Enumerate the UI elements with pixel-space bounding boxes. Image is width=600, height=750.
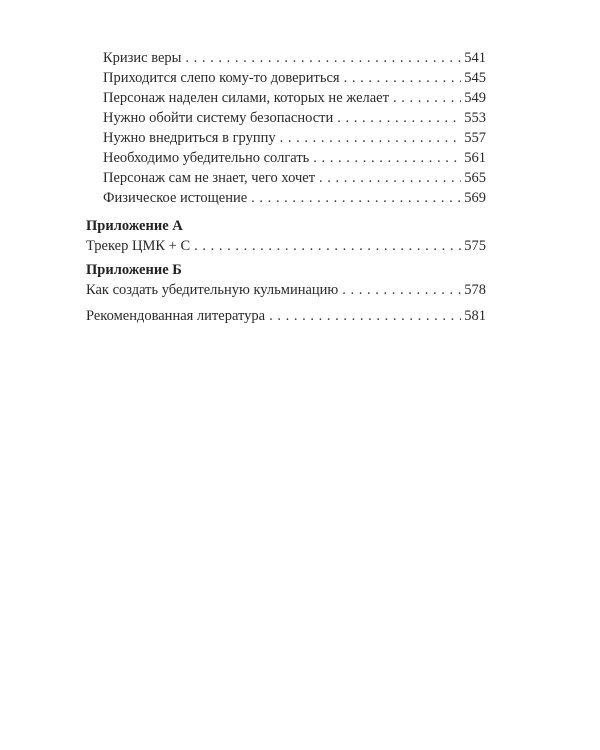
toc-entry-page: 561 (464, 150, 486, 166)
toc-entry-title: Нужно обойти систему безопасности (103, 110, 334, 126)
toc-entry-page: 553 (464, 110, 486, 126)
toc-entry-title: Нужно внедриться в группу (103, 130, 276, 146)
dot-leader (251, 188, 461, 208)
appendix-a-heading: Приложение А (86, 218, 183, 234)
toc-entry-title: Необходимо убедительно солгать (103, 150, 310, 166)
toc-entry-page: 549 (464, 90, 486, 106)
toc-entry-page: 569 (464, 190, 486, 206)
dot-leader (185, 48, 461, 68)
toc-entry-title: Персонаж наделен силами, которых не желает (103, 90, 389, 106)
dot-leader (319, 168, 461, 188)
toc-entry-title: Как создать убедительную кульминацию (86, 282, 339, 298)
toc-entry (86, 280, 486, 300)
dot-leader (313, 148, 461, 168)
dot-leader (344, 68, 462, 88)
toc-entry (103, 188, 486, 208)
dot-leader (280, 128, 462, 148)
toc-entry-page: 575 (464, 238, 486, 254)
toc-entry-title: Физическое истощение (103, 190, 248, 206)
toc-entry (103, 88, 486, 108)
toc-entry (103, 48, 486, 68)
toc-entry-page: 565 (464, 170, 486, 186)
toc-entry (103, 148, 486, 168)
toc-entry-page: 557 (464, 130, 486, 146)
toc-entry-page: 545 (464, 70, 486, 86)
toc-entry-title: Кризис веры (103, 50, 182, 66)
toc-entry-page: 541 (464, 50, 486, 66)
appendix-b-heading: Приложение Б (86, 262, 182, 278)
toc-entry-title: Рекомендованная литература (86, 308, 266, 324)
dot-leader (342, 280, 461, 300)
toc-entry (103, 128, 486, 148)
dot-leader (194, 236, 461, 256)
toc-entry (103, 68, 486, 88)
toc-entry-title: Персонаж сам не знает, чего хочет (103, 170, 316, 186)
toc-entry (103, 108, 486, 128)
dot-leader (269, 306, 461, 326)
toc-entry-page: 581 (464, 308, 486, 324)
dot-leader (393, 88, 461, 108)
toc-entry-title: Приходится слепо кому-то довериться (103, 70, 340, 86)
toc-entry (103, 168, 486, 188)
toc-entry-page: 578 (464, 282, 486, 298)
toc-entry (86, 306, 486, 326)
toc-entry-title: Трекер ЦМК + С (86, 238, 191, 254)
dot-leader (337, 108, 461, 128)
toc-entry (86, 236, 486, 256)
